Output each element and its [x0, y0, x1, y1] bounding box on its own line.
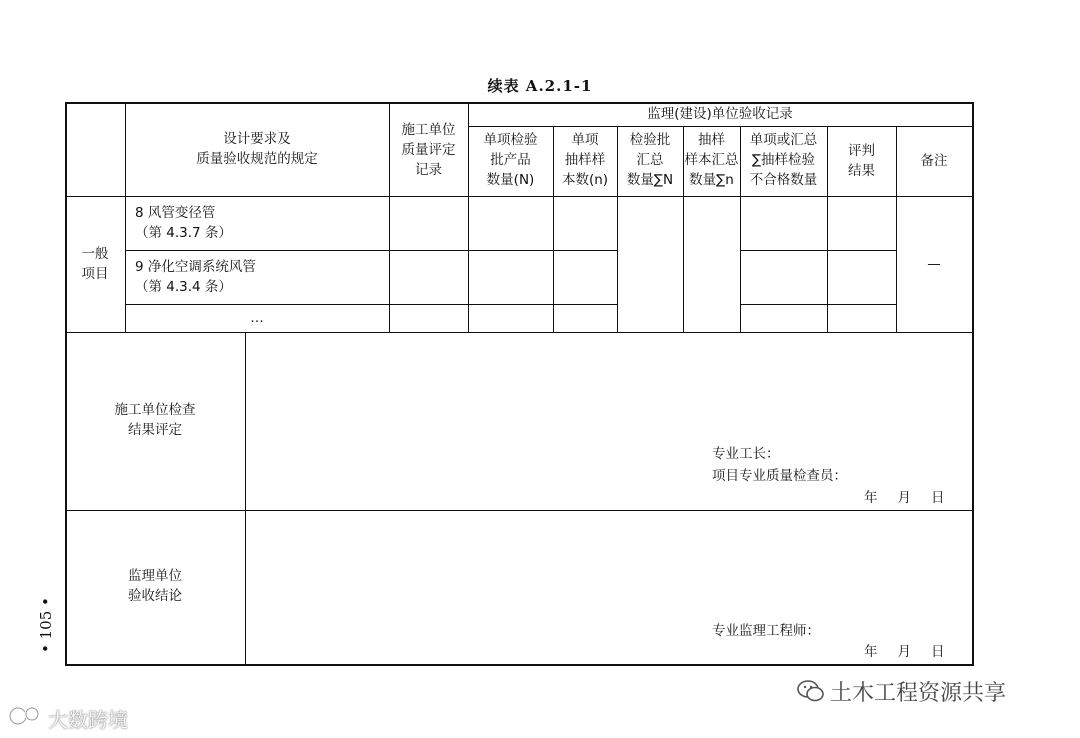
- watermark-logo-icon: [8, 704, 44, 728]
- inspector-signature-label: 项目专业质量检查员：: [712, 468, 847, 484]
- subcol-remarks: 备注: [920, 153, 948, 169]
- page-number: • 105 •: [37, 597, 55, 653]
- contractor-eval-header: 施工单位 质量评定 记录: [401, 122, 456, 178]
- foreman-signature-label: 专业工长：: [712, 446, 780, 462]
- contractor-date: 年 月 日: [864, 490, 945, 506]
- supervision-date: 年 月 日: [864, 644, 945, 660]
- table-row: 9 净化空调系统风管 （第 4.3.4 条）: [135, 259, 256, 295]
- subcol-batch-total: 检验批 汇总 数量∑N: [626, 132, 674, 188]
- supervision-conclusion-label: 监理单位 验收结论: [128, 568, 182, 604]
- subcol-nonconforming-qty: 单项或汇总 ∑抽样检验 不合格数量: [749, 132, 818, 188]
- watermark-left: 大数跨境: [48, 708, 128, 732]
- table-title: 续表 A.2.1-1: [487, 77, 593, 95]
- engineer-signature-label: 专业监理工程师：: [712, 623, 820, 639]
- subcol-judgement: 评判 结果: [848, 143, 875, 179]
- table-row: …: [250, 310, 264, 326]
- subcol-sample-total: 抽样 样本汇总 数量∑n: [684, 132, 739, 188]
- watermark-right: 土木工程资源共享: [830, 681, 1007, 706]
- subcol-batch-qty: 单项检验 批产品 数量(N): [483, 132, 538, 188]
- section-general-label: 一般 项目: [81, 246, 109, 282]
- design-req-header: 设计要求及 质量验收规范的规定: [196, 131, 318, 167]
- subcol-sample-qty: 单项 抽样样 本数(n): [561, 132, 609, 188]
- contractor-check-label: 施工单位检查 结果评定: [114, 402, 196, 438]
- remark-value: —: [927, 256, 941, 272]
- table-row: 8 风管变径管 （第 4.3.7 条）: [135, 205, 232, 241]
- wechat-icon: [796, 678, 826, 704]
- supervision-header: 监理(建设)单位验收记录: [647, 106, 793, 122]
